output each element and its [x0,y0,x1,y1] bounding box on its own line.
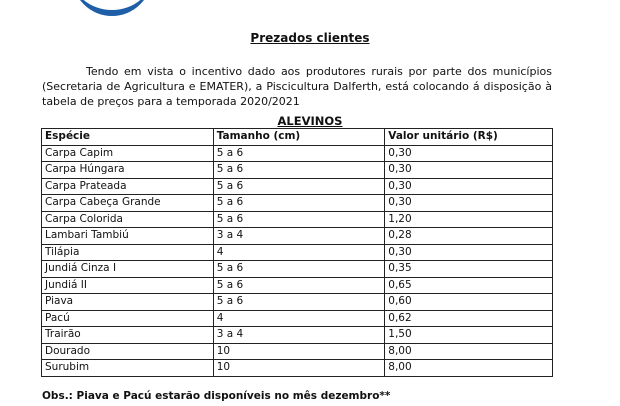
column-header-price: Valor unitário (R$) [385,129,553,146]
table-row [42,277,553,294]
species-cell: Trairão [42,327,214,344]
species-cell: Carpa Colorida [42,211,214,228]
size-cell: 3 a 4 [213,327,385,344]
table-row [42,261,553,278]
price-cell: 0,28 [385,228,553,245]
size-cell: 5 a 6 [213,211,385,228]
intro-paragraph: Tendo em vista o incentivo dado aos produtores rurais por parte dos municípios (Secretaria de Agricultura e EMATER), a Piscicultura Dalferth, está colocando á disposição à tabela de preços para a temporada 2020/2021 [42,65,552,108]
price-table [41,128,553,377]
section-title [0,114,620,128]
size-cell: 5 a 6 [213,145,385,162]
page-title [0,31,620,45]
logo-arc [72,0,152,16]
table-row [42,228,553,245]
species-cell: Carpa Capim [42,145,214,162]
size-cell: 5 a 6 [213,195,385,212]
table-row [42,244,553,261]
table-row [42,195,553,212]
table-row [42,145,553,162]
price-cell: 0,30 [385,244,553,261]
species-cell: Surubim [42,360,214,377]
table-row [42,310,553,327]
table-row [42,178,553,195]
size-cell: 10 [213,360,385,377]
section-title-text: ALEVINOS [277,114,343,128]
price-cell: 0,35 [385,261,553,278]
table-row [42,327,553,344]
species-cell: Jundiá Cinza I [42,261,214,278]
species-cell: Carpa Prateada [42,178,214,195]
species-cell: Jundiá II [42,277,214,294]
price-cell: 0,30 [385,195,553,212]
size-cell: 5 a 6 [213,261,385,278]
price-cell: 0,30 [385,178,553,195]
price-cell: 1,50 [385,327,553,344]
species-cell: Carpa Cabeça Grande [42,195,214,212]
table-row [42,343,553,360]
table-row [42,360,553,377]
size-cell: 10 [213,343,385,360]
price-cell: 1,20 [385,211,553,228]
table-row [42,162,553,179]
price-cell: 8,00 [385,360,553,377]
size-cell: 3 a 4 [213,228,385,245]
page-title-text: Prezados clientes [250,31,370,45]
table-header-row [42,129,553,146]
footnote: Obs.: Piava e Pacú estarão disponíveis no mês dezembro** [42,390,391,402]
price-cell: 0,60 [385,294,553,311]
species-cell: Lambari Tambiú [42,228,214,245]
species-cell: Tilápia [42,244,214,261]
table-row [42,294,553,311]
table-row [42,211,553,228]
size-cell: 5 a 6 [213,277,385,294]
size-cell: 4 [213,310,385,327]
size-cell: 4 [213,244,385,261]
price-cell: 0,30 [385,162,553,179]
column-header-size: Tamanho (cm) [213,129,385,146]
species-cell: Piava [42,294,214,311]
species-cell: Pacú [42,310,214,327]
species-cell: Dourado [42,343,214,360]
size-cell: 5 a 6 [213,178,385,195]
price-cell: 0,30 [385,145,553,162]
column-header-species: Espécie [42,129,214,146]
price-cell: 8,00 [385,343,553,360]
price-cell: 0,65 [385,277,553,294]
size-cell: 5 a 6 [213,294,385,311]
size-cell: 5 a 6 [213,162,385,179]
price-cell: 0,62 [385,310,553,327]
species-cell: Carpa Húngara [42,162,214,179]
